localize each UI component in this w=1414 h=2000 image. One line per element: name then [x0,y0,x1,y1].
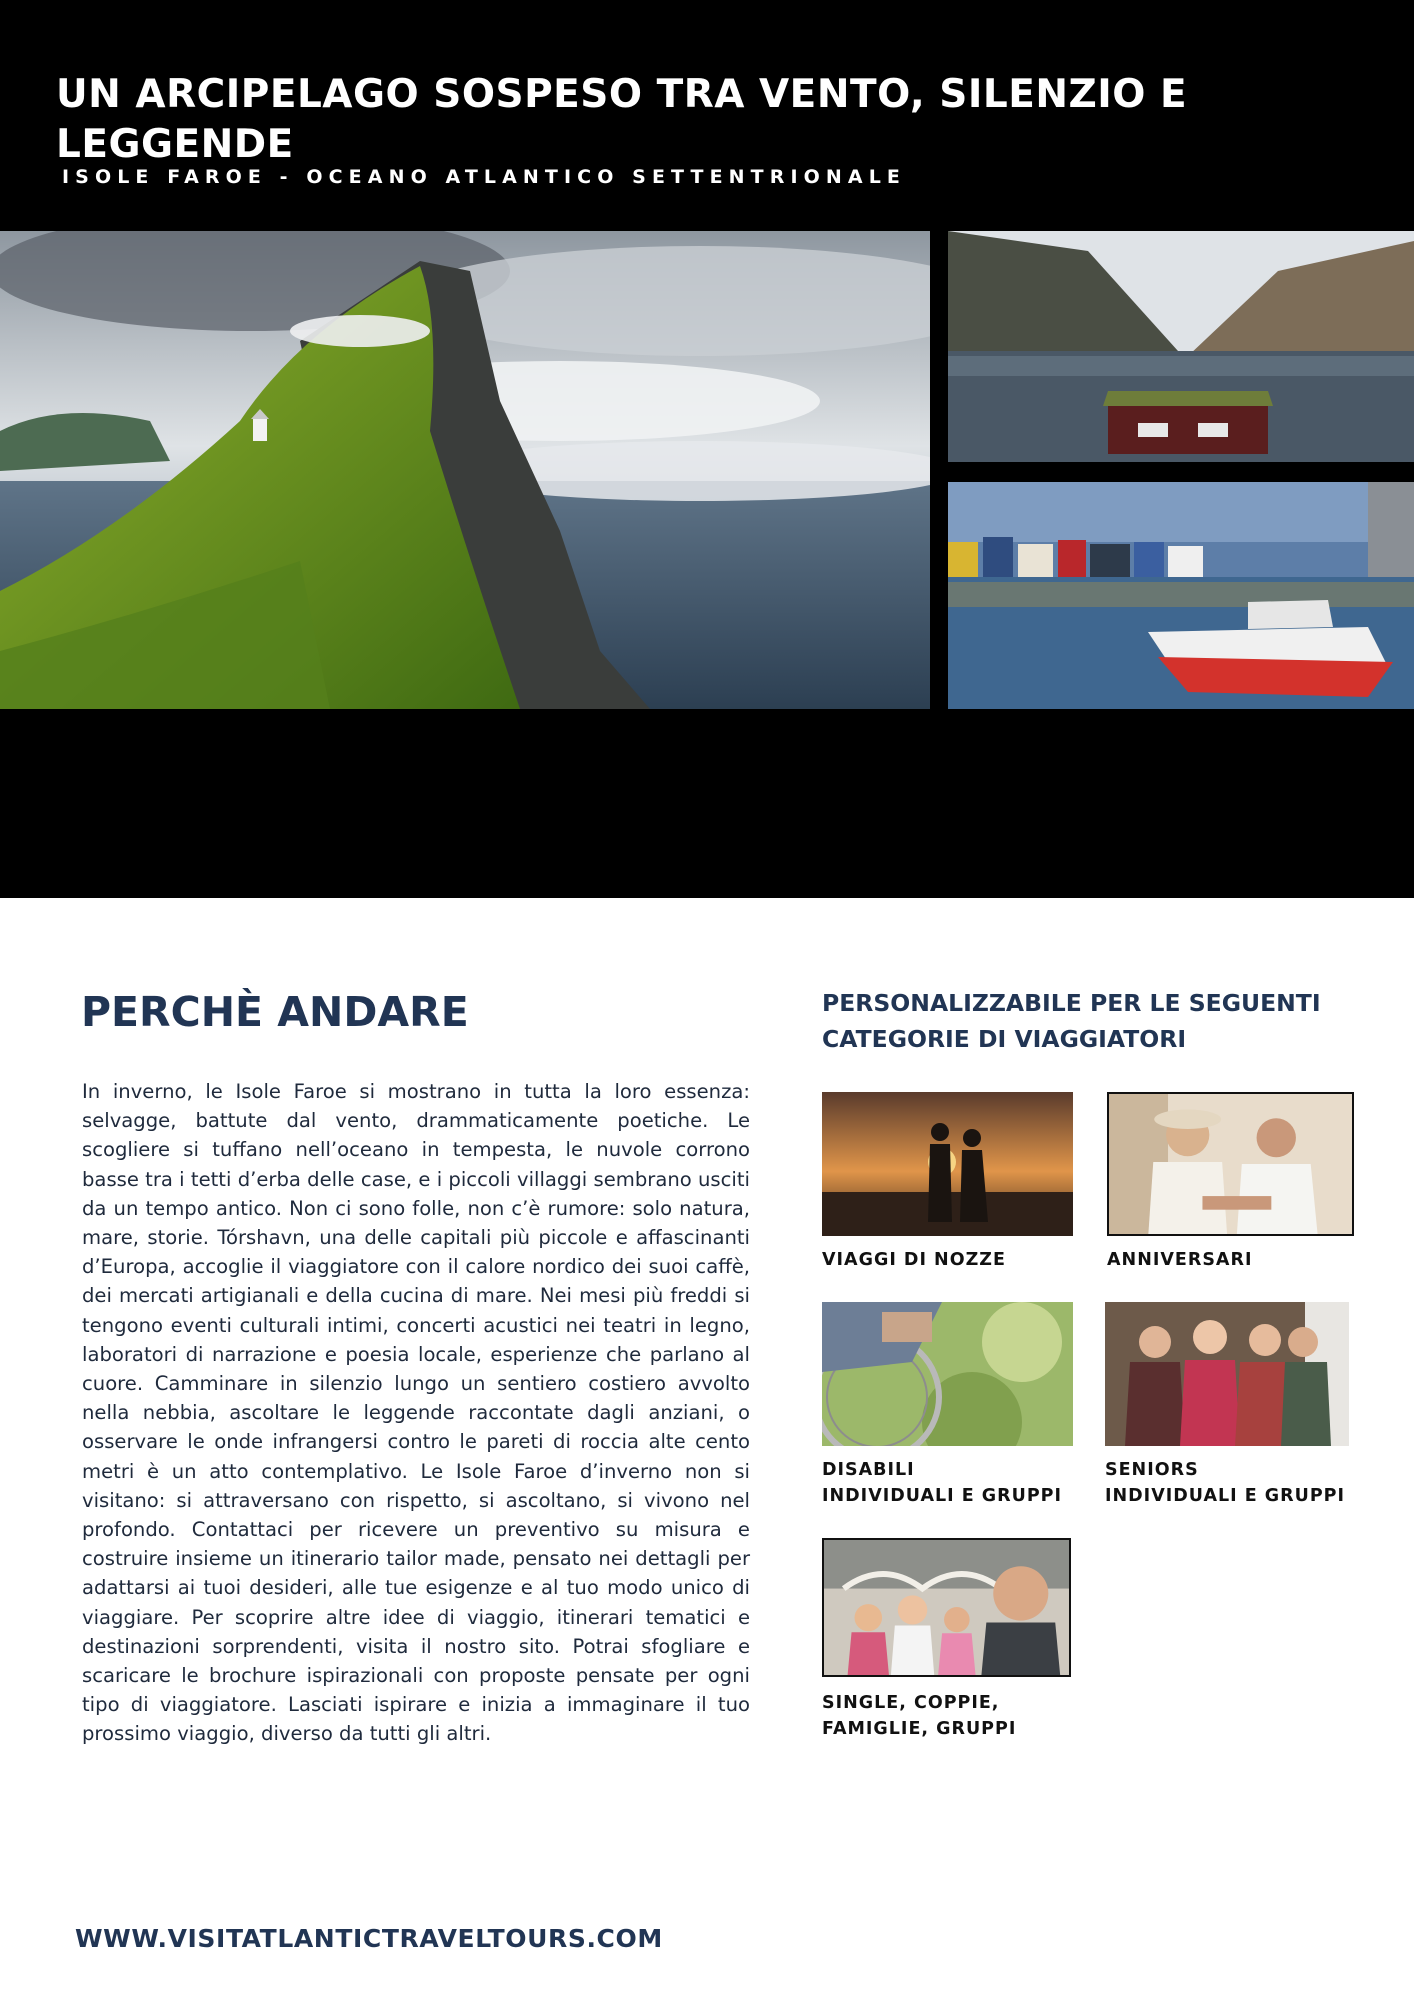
category-label-detail: INDIVIDUALI E GRUPPI [1105,1486,1346,1506]
page-title: UN ARCIPELAGO SOSPESO TRA VENTO, SILENZIO E LEGGENDE [56,72,1188,167]
hero-banner [0,0,1414,898]
cliff-lighthouse-photo [0,231,930,709]
honeymoon-photo [822,1092,1073,1236]
anniversary-photo [1107,1092,1354,1236]
why-go-description: In inverno, le Isole Faroe si mostrano in tutta la loro essenza: selvagge, battute dal vento, drammaticamente poetiche. Le scogliere si tuffano nell’oceano in tempesta, le nuvole corrono basse tra i tetti d’erba delle case, e i piccoli villaggi sembrano usciti da un tempo antico. Non ci sono folle, non c’è rumore: solo natura, mare, storie. Tórshavn, una delle capitali più piccole e affascinanti d’Europa, accoglie il viaggiatore con il calore nordico dei suoi caffè, dei mercati artigianali e della cucina di mare. Nei mesi più freddi si tengono eventi culturali intimi, concerti acustici nei teatri in legno, laboratori di narrazione e poesia locale, esperienze che parlano al cuore. Camminare in silenzio lungo un sentiero costiero avvolto nella nebbia, ascoltare le leggende raccontate dagli anziani, o osservare le onde infrangersi contro le pareti di roccia alte cento metri è un atto contemplativo. Le Isole Faroe d’inverno non si visitano: si attraversano con rispetto, si ascoltano, si vivono nel profondo. Contattaci per ricevere un preventivo su misura e costruire insieme un itinerario tailor made, pensato nei dettagli per adattarsi ai tuoi desideri, alle tue esigenze e al tuo modo unico di viaggiare. Per scoprire altre idee di viaggio, itinerari tematici e destinazioni sorprendenti, visita il nostro sito. Potrai sfogliare e scaricare le brochure ispirazionali con proposte pensate per ogni tipo di viaggiatore. Lasciati ispirare e inizia a immaginare il tuo prossimo viaggio, diverso da tutti gli altri. [82,1080,750,1746]
website-link[interactable]: WWW.VISITATLANTICTRAVELTOURS.COM [75,1924,663,1953]
wheelchair-photo [822,1302,1073,1446]
category-label: VIAGGI DI NOZZE [822,1250,1006,1270]
fjord-turf-house-photo [948,231,1414,462]
page-subtitle: ISOLE FAROE - OCEANO ATLANTICO SETTENTRIONALE [62,166,906,188]
category-label: DISABILI [822,1460,915,1480]
category-label: ANNIVERSARI [1107,1250,1253,1270]
category-label-detail: FAMIGLIE, GRUPPI [822,1719,1017,1739]
seniors-photo [1105,1302,1349,1446]
category-label: SINGLE, COPPIE, [822,1693,1000,1713]
category-label: SENIORS [1105,1460,1199,1480]
family-selfie-photo [822,1538,1071,1677]
category-label-detail: INDIVIDUALI E GRUPPI [822,1486,1063,1506]
why-go-heading: PERCHÈ ANDARE [81,988,469,1036]
traveller-categories-heading: PERSONALIZZABILE PER LE SEGUENTI CATEGORIE DI VIAGGIATORI [822,989,1321,1053]
torshavn-harbour-photo [948,482,1414,709]
